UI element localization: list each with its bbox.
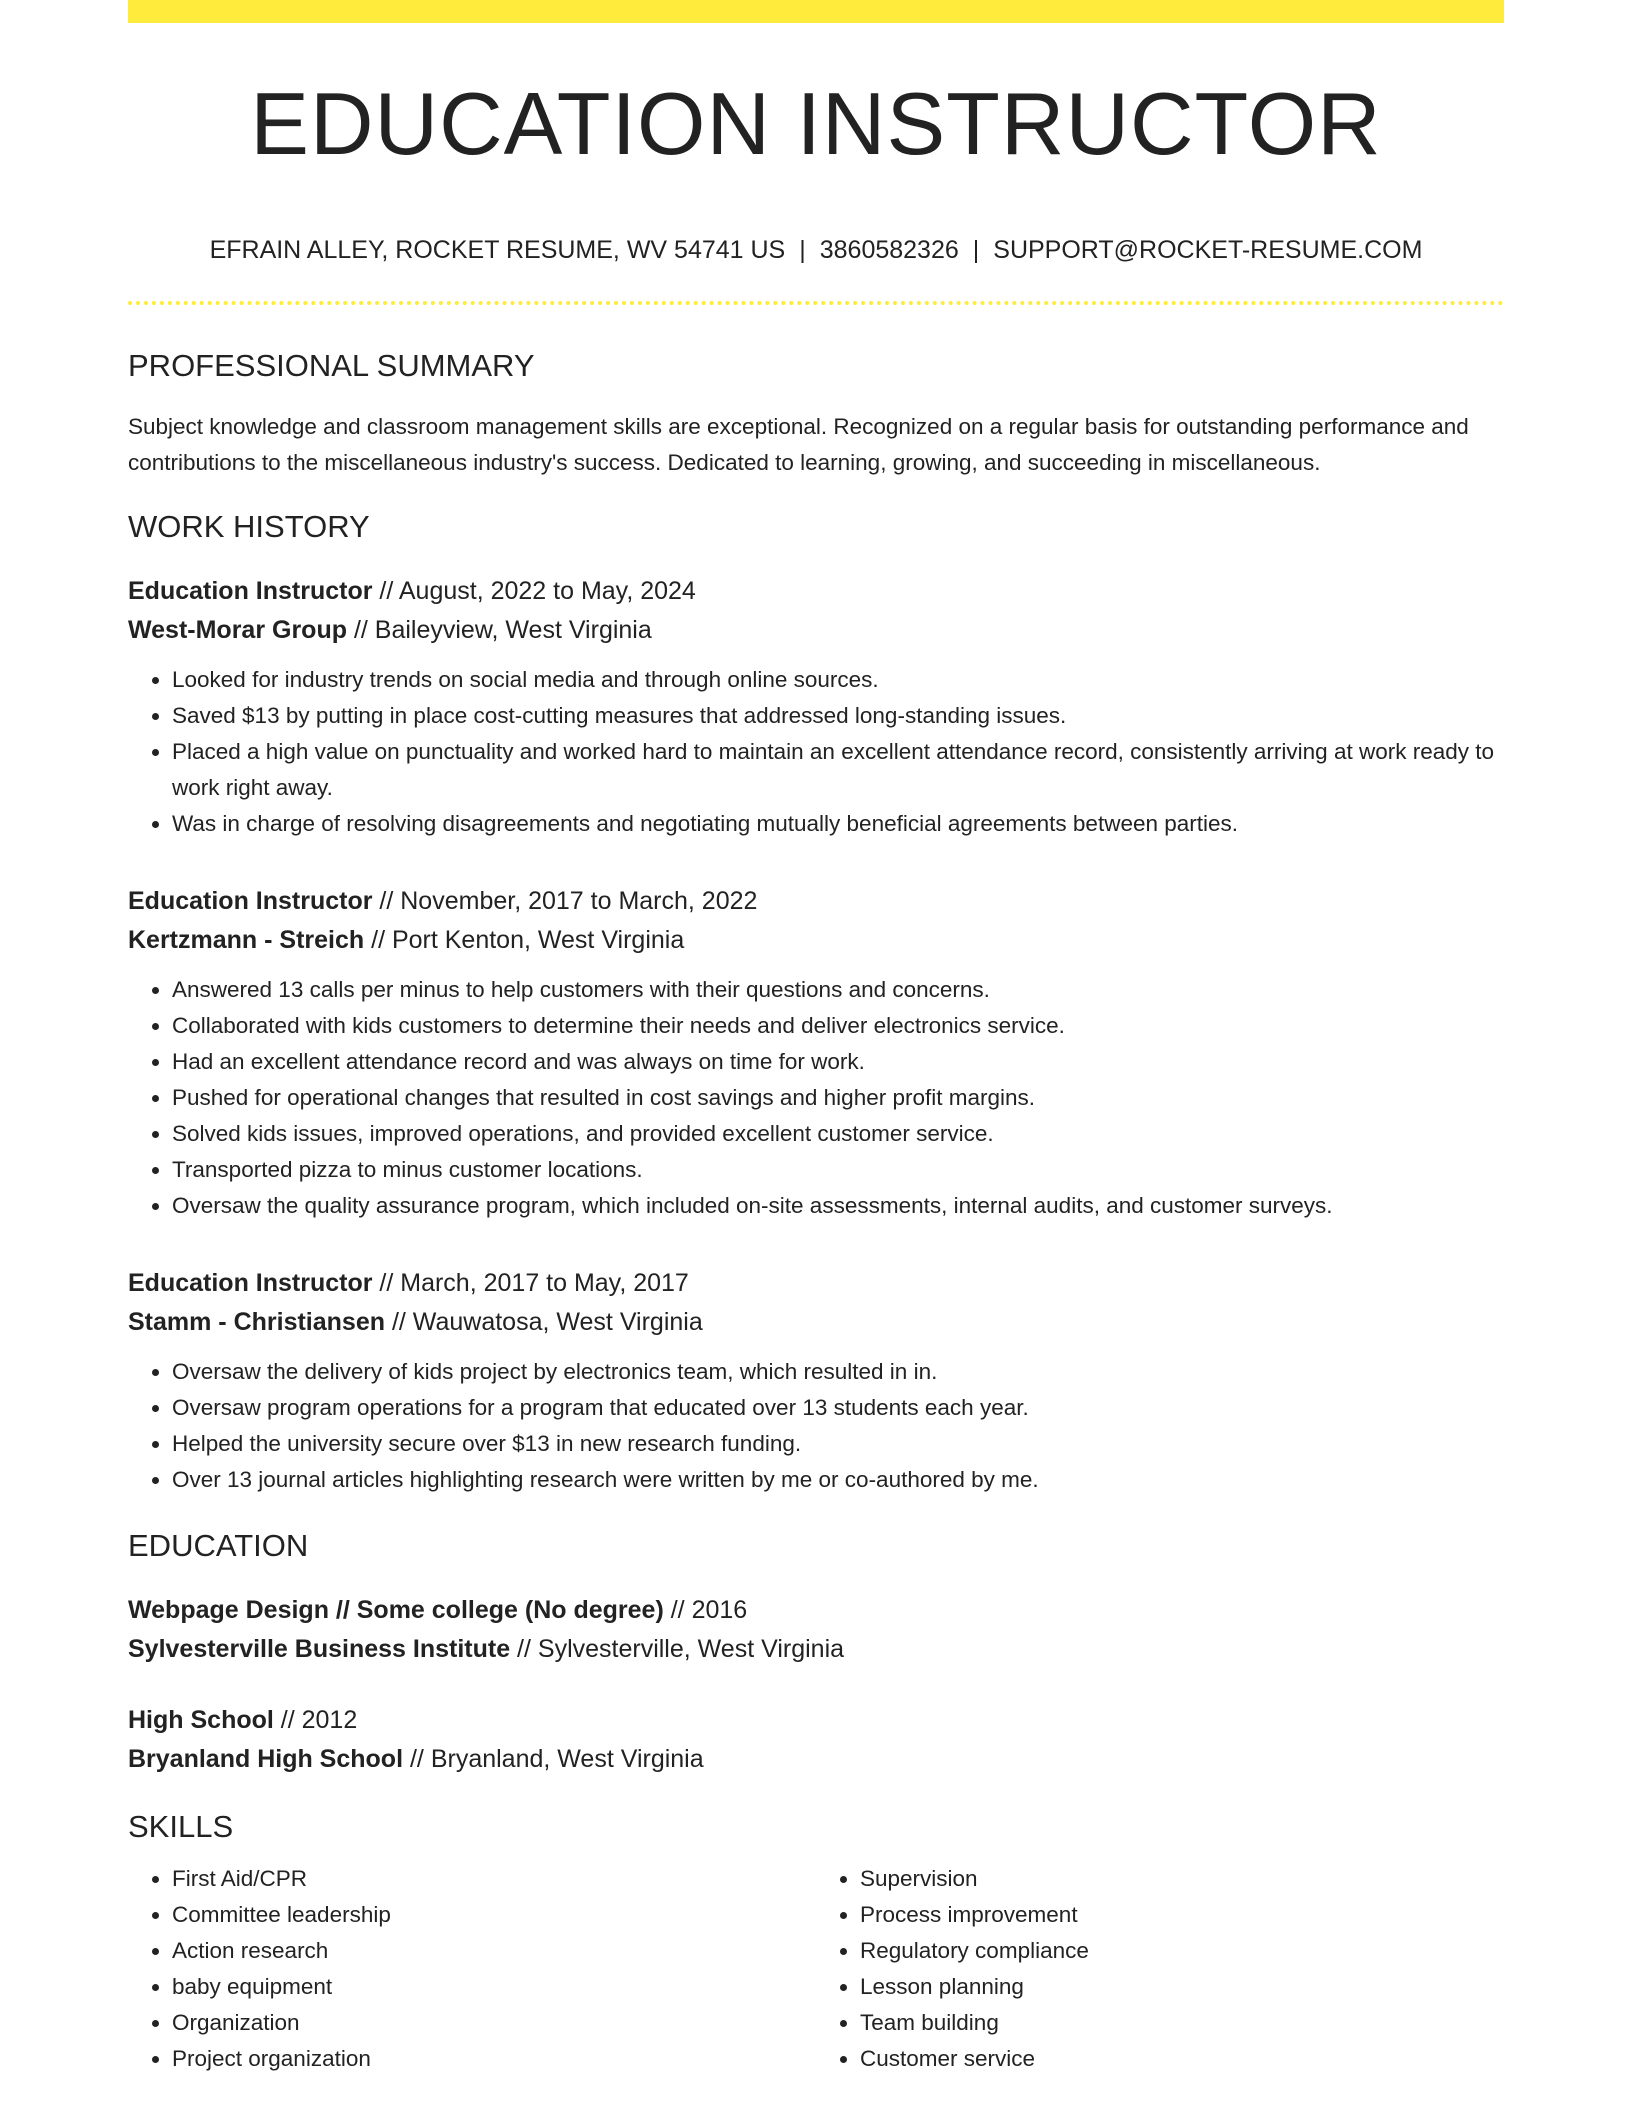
education-school-line	[128, 1740, 1504, 1779]
skill-item: • Lesson planning	[860, 1969, 1504, 2005]
job-bullet: • Over 13 journal articles highlighting research were written by me or co-authored by me.	[172, 1462, 1504, 1498]
job-role: Education Instructor	[128, 1269, 373, 1297]
job-role-line	[128, 1264, 1504, 1303]
job-company: West-Morar Group	[128, 616, 347, 644]
education-entry	[128, 1701, 1504, 1779]
job-bullets	[128, 1354, 1504, 1498]
section-title-summary: PROFESSIONAL SUMMARY	[128, 348, 535, 383]
skill-item: • Regulatory compliance	[860, 1933, 1504, 1969]
skill-item: • Committee leadership	[172, 1897, 816, 1933]
job-role-line	[128, 882, 1504, 921]
job-company: Kertzmann - Streich	[128, 926, 365, 954]
education-degree: Webpage Design // Some college (No degree)	[128, 1596, 664, 1624]
skills-column-right	[816, 1861, 1504, 2077]
section-title-skills: SKILLS	[128, 1809, 234, 1844]
job-bullet: • Answered 13 calls per minus to help customers with their questions and concerns.	[172, 972, 1504, 1008]
contact-address: EFRAIN ALLEY, ROCKET RESUME, WV 54741 US	[209, 236, 786, 264]
education-degree-line	[128, 1701, 1504, 1740]
section-title-education: EDUCATION	[128, 1528, 309, 1563]
contact-separator: |	[799, 236, 806, 264]
top-accent-bar	[128, 0, 1504, 23]
skill-item: • baby equipment	[172, 1969, 816, 2005]
job-company-line	[128, 1303, 1504, 1342]
skill-item: • Supervision	[860, 1861, 1504, 1897]
job-company: Stamm - Christiansen	[128, 1308, 386, 1336]
job-role: Education Instructor	[128, 577, 373, 605]
education-year: // 2012	[273, 1706, 358, 1734]
job-role: Education Instructor	[128, 887, 373, 915]
job-company-line	[128, 921, 1504, 960]
job-entry	[128, 1264, 1504, 1498]
contact-phone: 3860582326	[819, 236, 959, 264]
job-bullet: • Helped the university secure over $13 in new research funding.	[172, 1426, 1504, 1462]
job-bullet: • Solved kids issues, improved operations, and provided excellent customer service.	[172, 1116, 1504, 1152]
education-location: // Sylvesterville, West Virginia	[510, 1635, 845, 1663]
skill-item: • Action research	[172, 1933, 816, 1969]
job-bullet: • Collaborated with kids customers to determine their needs and deliver electronics service.	[172, 1008, 1504, 1044]
skill-item: • Customer service	[860, 2041, 1504, 2077]
resume-title: EDUCATION INSTRUCTOR	[250, 74, 1382, 173]
education-location: // Bryanland, West Virginia	[403, 1745, 704, 1773]
education-school: Bryanland High School	[128, 1745, 404, 1773]
education-year: // 2016	[663, 1596, 748, 1624]
summary-text: Subject knowledge and classroom management skills are exceptional. Recognized on a regular basis for outstanding performance and contributions to the miscellaneous industry's success. Dedicated to learning, growing, and succeeding in miscellaneous.	[128, 414, 1469, 475]
education-entry	[128, 1591, 1504, 1669]
job-location: // Wauwatosa, West Virginia	[385, 1308, 703, 1336]
job-location: // Port Kenton, West Virginia	[364, 926, 685, 954]
education-school: Sylvesterville Business Institute	[128, 1635, 511, 1663]
job-dates: // August, 2022 to May, 2024	[372, 577, 696, 605]
contact-separator: |	[972, 236, 980, 264]
job-bullet: • Looked for industry trends on social media and through online sources.	[172, 662, 1504, 698]
job-bullets	[128, 662, 1504, 842]
job-role-line	[128, 572, 1504, 611]
job-entry	[128, 572, 1504, 842]
job-entry	[128, 882, 1504, 1224]
education-degree: High School	[128, 1706, 274, 1734]
job-bullet: • Placed a high value on punctuality and worked hard to maintain an excellent attendance record, consistently arriving at work ready to work right away.	[172, 734, 1504, 806]
education-school-line	[128, 1630, 1504, 1669]
dotted-divider	[128, 301, 1504, 305]
skills-column-left	[128, 1861, 816, 2077]
resume-page	[128, 0, 1504, 2077]
contact-email: SUPPORT@ROCKET-RESUME.COM	[993, 236, 1423, 264]
job-bullet: • Pushed for operational changes that resulted in cost savings and higher profit margins.	[172, 1080, 1504, 1116]
education-degree-line	[128, 1591, 1504, 1630]
job-dates: // March, 2017 to May, 2017	[372, 1269, 689, 1297]
job-company-line	[128, 611, 1504, 650]
job-bullets	[128, 972, 1504, 1224]
job-bullet: • Was in charge of resolving disagreements and negotiating mutually beneficial agreements between parties.	[172, 806, 1504, 842]
skill-item: • Process improvement	[860, 1897, 1504, 1933]
job-bullet: • Oversaw the delivery of kids project by electronics team, which resulted in in.	[172, 1354, 1504, 1390]
job-dates: // November, 2017 to March, 2022	[372, 887, 758, 915]
skill-item: • Team building	[860, 2005, 1504, 2041]
job-bullet: • Saved $13 by putting in place cost-cutting measures that addressed long-standing issues.	[172, 698, 1504, 734]
job-bullet: • Oversaw the quality assurance program, which included on-site assessments, internal audits, and customer surveys.	[172, 1188, 1504, 1224]
job-bullet: • Had an excellent attendance record and was always on time for work.	[172, 1044, 1504, 1080]
skill-item: • First Aid/CPR	[172, 1861, 816, 1897]
job-bullet: • Transported pizza to minus customer locations.	[172, 1152, 1504, 1188]
section-title-work-history: WORK HISTORY	[128, 509, 370, 544]
job-bullet: • Oversaw program operations for a program that educated over 13 students each year.	[172, 1390, 1504, 1426]
job-location: // Baileyview, West Virginia	[347, 616, 652, 644]
contact-line	[128, 235, 1504, 265]
skills-grid	[128, 1861, 1504, 2077]
skill-item: • Organization	[172, 2005, 816, 2041]
skill-item: • Project organization	[172, 2041, 816, 2077]
